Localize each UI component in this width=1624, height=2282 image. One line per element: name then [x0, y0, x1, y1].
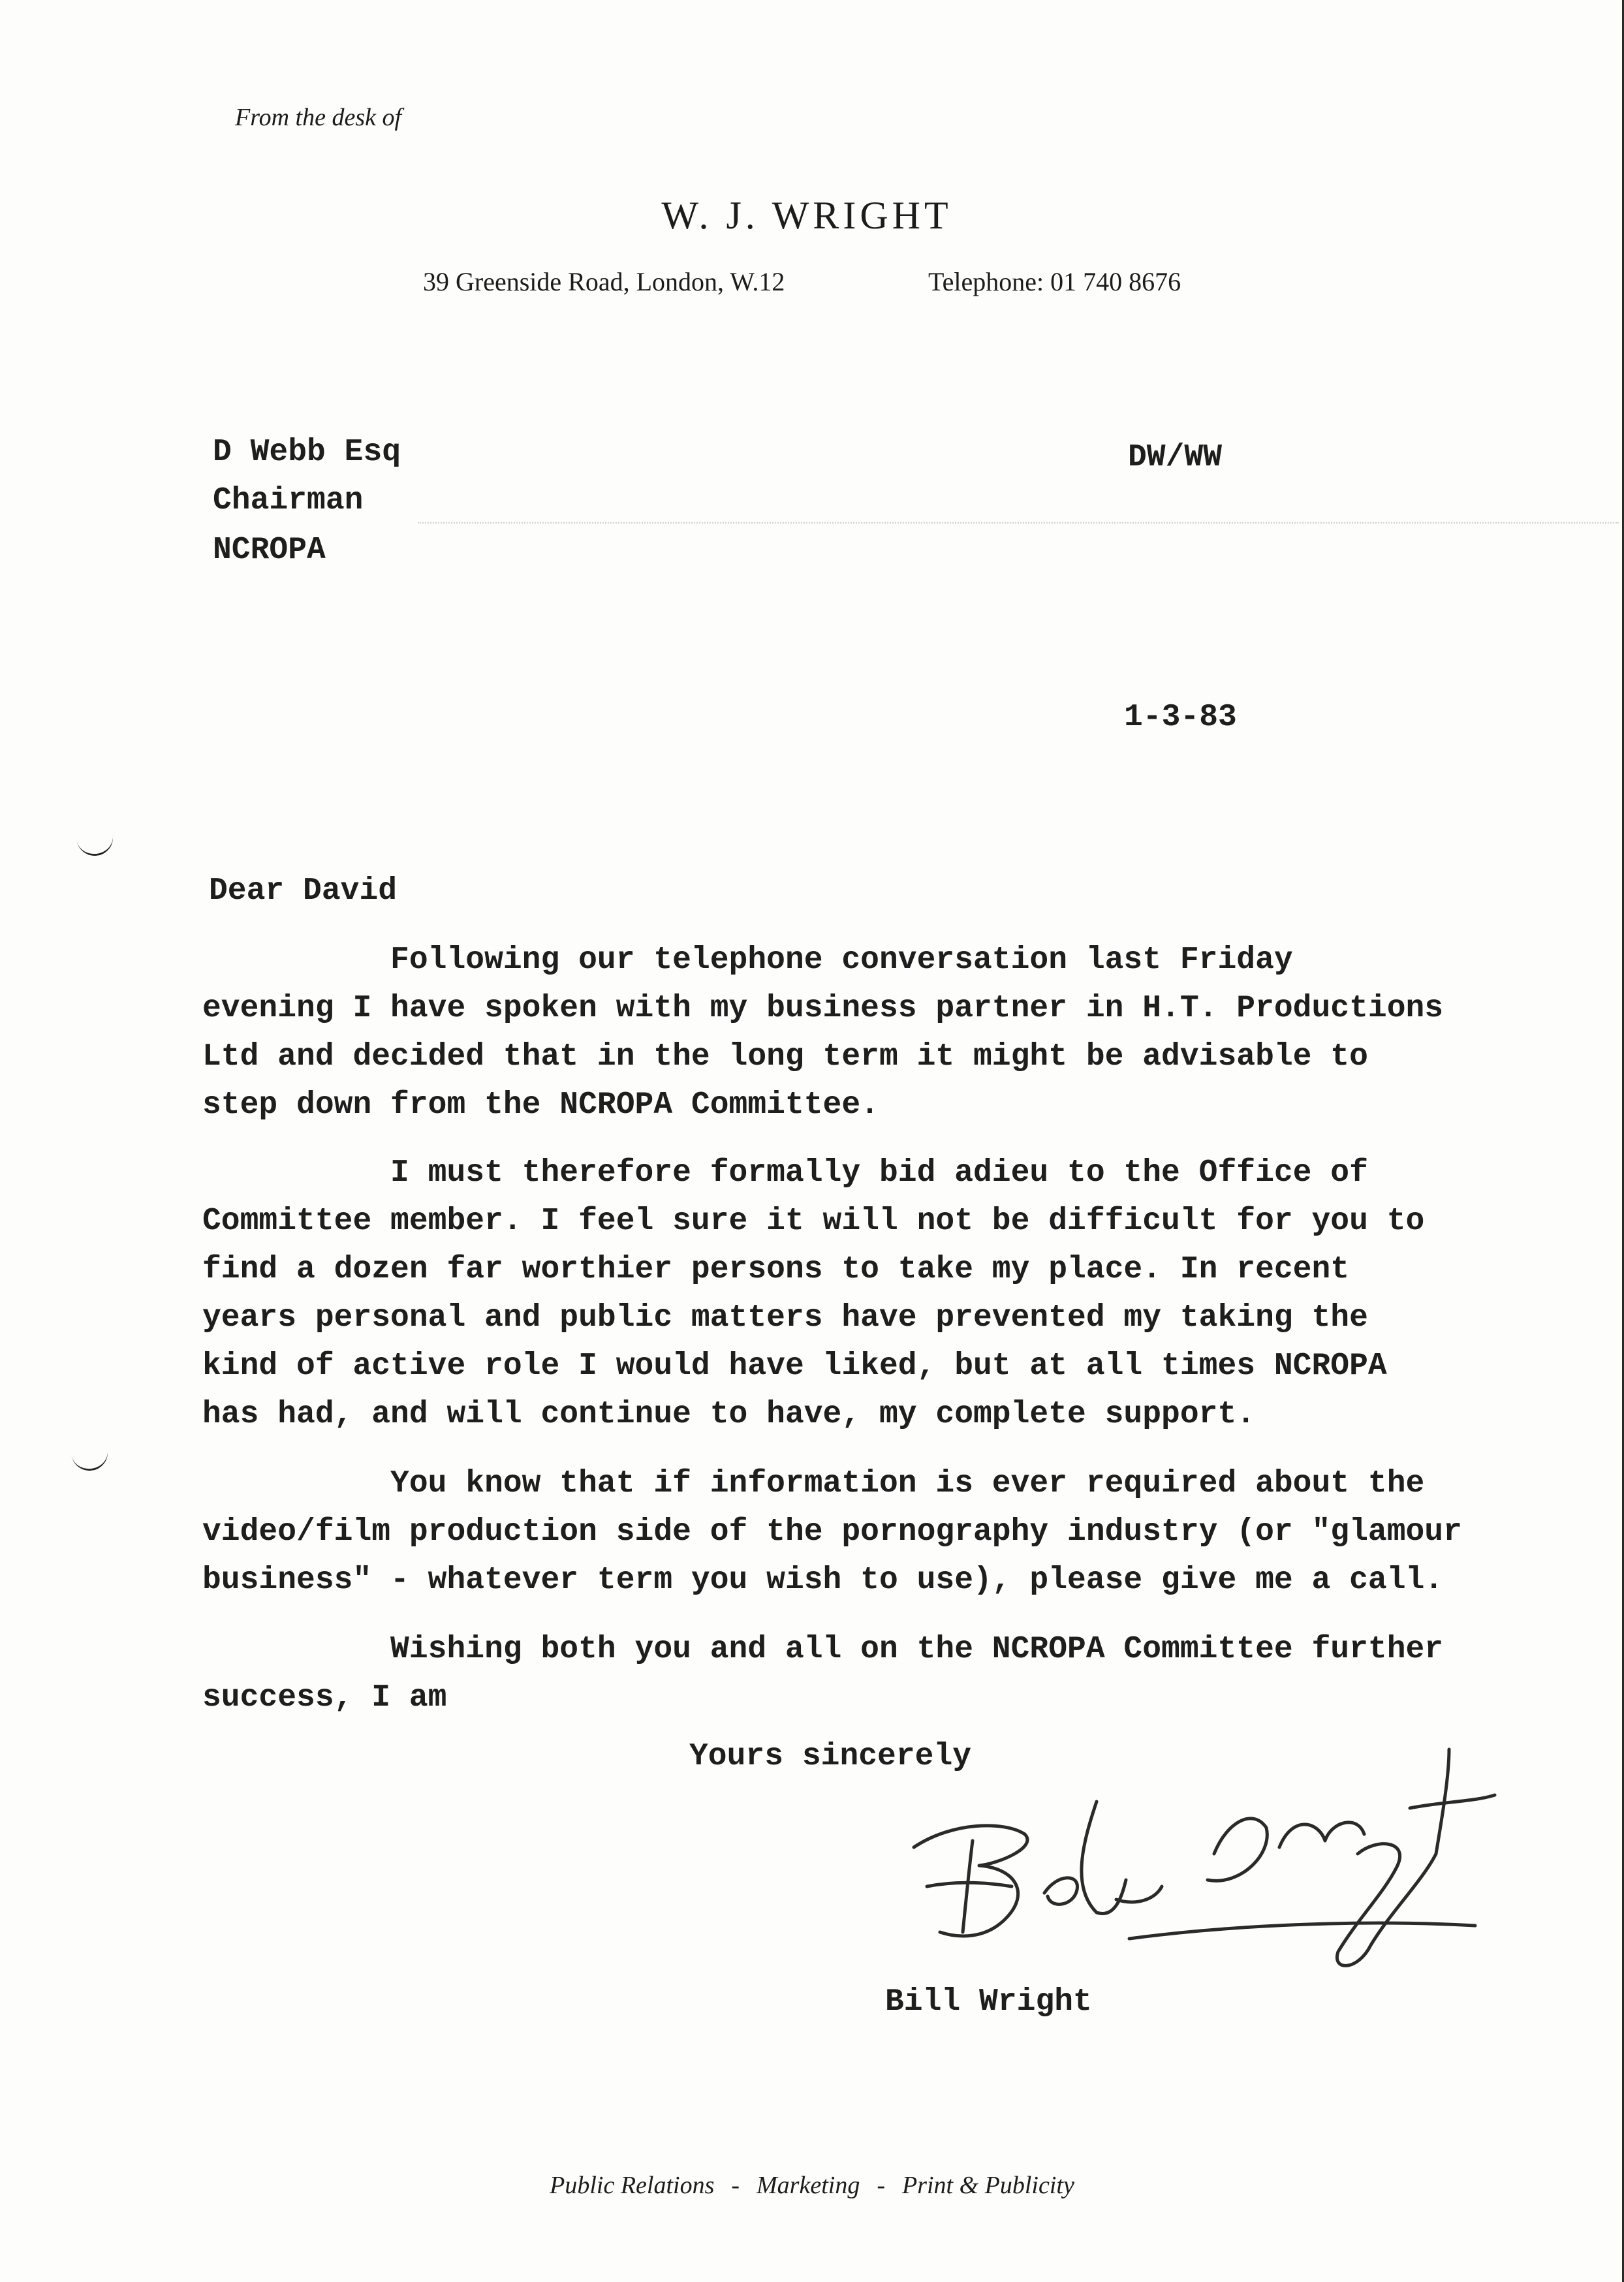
footer	[0, 2171, 1624, 2200]
paragraph-line: years personal and public matters have prevented my taking the	[202, 1300, 1368, 1336]
paragraph-3	[202, 1460, 1508, 1604]
letterhead-name-text: W. J. WRIGHT	[661, 194, 952, 237]
paragraph-line: Wishing both you and all on the NCROPA Committee further	[202, 1632, 1444, 1667]
paragraph-1	[202, 936, 1508, 1129]
paragraph-line: step down from the NCROPA Committee.	[202, 1087, 879, 1123]
letterhead-telephone: Telephone: 01 740 8676	[928, 267, 1181, 296]
recipient-name: D Webb Esq	[213, 435, 401, 470]
letterhead-address: 39 Greenside Road, London, W.12	[423, 267, 785, 296]
paragraph-line: has had, and will continue to have, my complete support.	[202, 1397, 1256, 1432]
paragraph-line: Following our telephone conversation last Friday	[202, 943, 1293, 978]
paragraph-line: Ltd and decided that in the long term it might be advisable to	[202, 1039, 1368, 1074]
paragraph-line: video/film production side of the pornography industry (or "glamour	[202, 1514, 1462, 1550]
recipient-title: Chairman	[213, 483, 364, 518]
paragraph-line: find a dozen far worthier persons to take my place. In recent	[202, 1252, 1350, 1287]
salutation: Dear David	[209, 873, 398, 909]
footer-marketing: Marketing	[757, 2172, 860, 2199]
paragraph-line: You know that if information is ever required about the	[202, 1466, 1425, 1501]
closing: Yours sincerely	[689, 1739, 972, 1774]
fold-line	[418, 522, 1619, 524]
punch-hole-mark	[70, 1440, 110, 1473]
paragraph-line: Committee member. I feel sure it will not be difficult for you to	[202, 1204, 1425, 1239]
reference: DW/WW	[1128, 440, 1223, 475]
signer-name: Bill Wright	[885, 1984, 1092, 2020]
paragraph-line: kind of active role I would have liked, but at all times NCROPA	[202, 1349, 1387, 1384]
letterhead-name	[0, 193, 1624, 238]
paragraph-line: business" - whatever term you wish to use), please give me a call.	[202, 1563, 1444, 1598]
from-desk-label: From the desk of	[235, 104, 402, 131]
paragraph-2	[202, 1149, 1508, 1439]
paragraph-4	[202, 1625, 1508, 1722]
footer-print-publicity: Print & Publicity	[901, 2172, 1074, 2199]
paragraph-line: evening I have spoken with my business partner in H.T. Productions	[202, 991, 1444, 1026]
footer-public-relations: Public Relations	[550, 2172, 715, 2199]
paragraph-line: I must therefore formally bid adieu to the Office of	[202, 1155, 1368, 1191]
recipient-organisation: NCROPA	[213, 533, 326, 568]
footer-separator: -	[731, 2172, 740, 2199]
handwritten-signature	[901, 1723, 1501, 1997]
letter-date: 1-3-83	[1124, 700, 1237, 735]
footer-separator: -	[877, 2172, 885, 2199]
punch-hole-mark	[75, 825, 115, 858]
paragraph-line: success, I am	[202, 1680, 447, 1715]
